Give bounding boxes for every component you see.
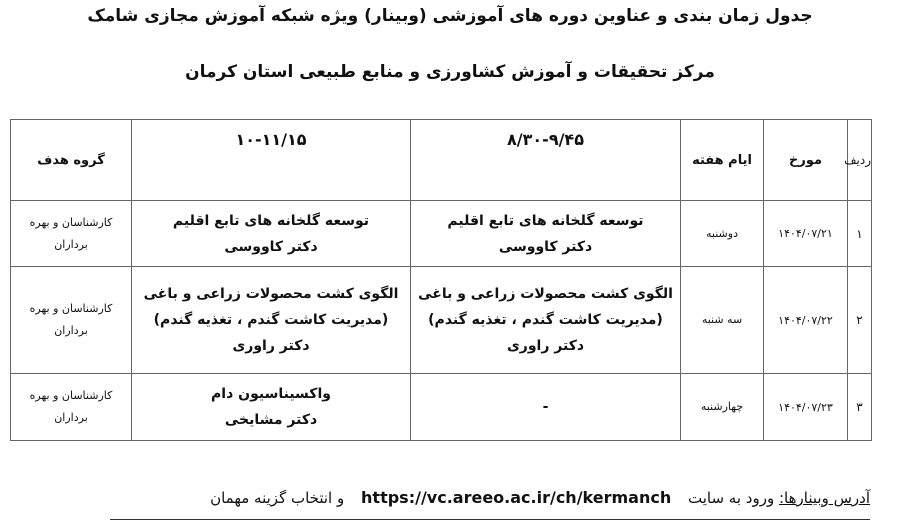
footer-label: آدرس وبینارها: [779, 489, 870, 507]
target-line: کارشناسان و بهره [29, 389, 113, 402]
schedule-table [10, 119, 872, 441]
session-title: الگوی کشت محصولات زراعی و باغی [143, 286, 399, 302]
cell-slot1 [411, 374, 681, 441]
session-title: الگوی کشت محصولات زراعی و باغی [418, 286, 673, 302]
header-slot2: ۱۰-۱۱/۱۵ [132, 120, 411, 201]
webinar-url-link[interactable]: https://vc.areeo.ac.ir/ch/kermanch [361, 488, 672, 507]
session-subtitle: (مدیریت کاشت گندم ، تغذیه گندم) [428, 312, 663, 328]
target-line: برداران [54, 237, 88, 251]
session-empty: - [542, 399, 549, 415]
session-title: واکسیناسیون دام [211, 386, 331, 402]
cell-date: ۱۴۰۴/۰۷/۲۱ [764, 201, 848, 267]
footer-text-guest: و انتخاب گزینه مهمان [210, 489, 345, 507]
cell-slot1 [411, 201, 681, 267]
session-instructor: دکتر کاووسی [498, 238, 593, 255]
target-line: کارشناسان و بهره [29, 215, 113, 229]
webinar-address [210, 488, 870, 507]
cell-row-no: ۱ [848, 201, 872, 267]
cell-slot1 [411, 267, 681, 374]
table-row [11, 201, 872, 267]
cell-target-group [11, 267, 132, 374]
cell-weekday: دوشنبه [681, 201, 764, 267]
table-row [11, 267, 872, 374]
cell-slot2 [132, 201, 411, 267]
session-subtitle: (مدیریت کاشت گندم ، تغذیه گندم) [153, 312, 389, 328]
session-instructor: دکتر راوری [232, 338, 310, 354]
header-row-no: ردیف [848, 120, 872, 201]
cell-row-no: ۳ [848, 374, 872, 441]
table-row [11, 374, 872, 441]
table-header-row [11, 120, 872, 201]
target-line: کارشناسان و بهره [29, 302, 113, 315]
cell-slot2 [132, 374, 411, 441]
cell-weekday: سه شنبه [681, 267, 764, 374]
session-title: توسعه گلخانه های تابع اقلیم [172, 212, 370, 229]
cell-date: ۱۴۰۴/۰۷/۲۳ [764, 374, 848, 441]
target-line: برداران [54, 324, 88, 337]
page-subtitle: مرکز تحقیقات و آموزش کشاورزی و منابع طبیعی استان کرمان [185, 62, 715, 82]
cell-weekday: چهارشنبه [681, 374, 764, 441]
footer-text-enter-site: ورود به سایت [688, 489, 775, 507]
cell-date: ۱۴۰۴/۰۷/۲۲ [764, 267, 848, 374]
header-slot1: ۸/۳۰-۹/۴۵ [411, 120, 681, 201]
cell-target-group [11, 374, 132, 441]
header-date: مورخ [764, 120, 848, 201]
footer-underline [110, 519, 870, 520]
cell-target-group [11, 201, 132, 267]
header-weekday: ایام هفته [681, 120, 764, 201]
session-instructor: دکتر راوری [506, 338, 585, 354]
page-title: جدول زمان بندی و عناوین دوره های آموزشی (وبینار) ویژه شبکه آموزش مجازی شامک [87, 6, 813, 26]
cell-slot2 [132, 267, 411, 374]
target-line: برداران [54, 411, 88, 424]
header-target-group: گروه هدف [11, 120, 132, 201]
cell-row-no: ۲ [848, 267, 872, 374]
session-title: توسعه گلخانه های تابع اقلیم [447, 212, 644, 229]
session-instructor: دکتر مشایخی [224, 412, 318, 428]
session-instructor: دکتر کاووسی [224, 238, 318, 255]
